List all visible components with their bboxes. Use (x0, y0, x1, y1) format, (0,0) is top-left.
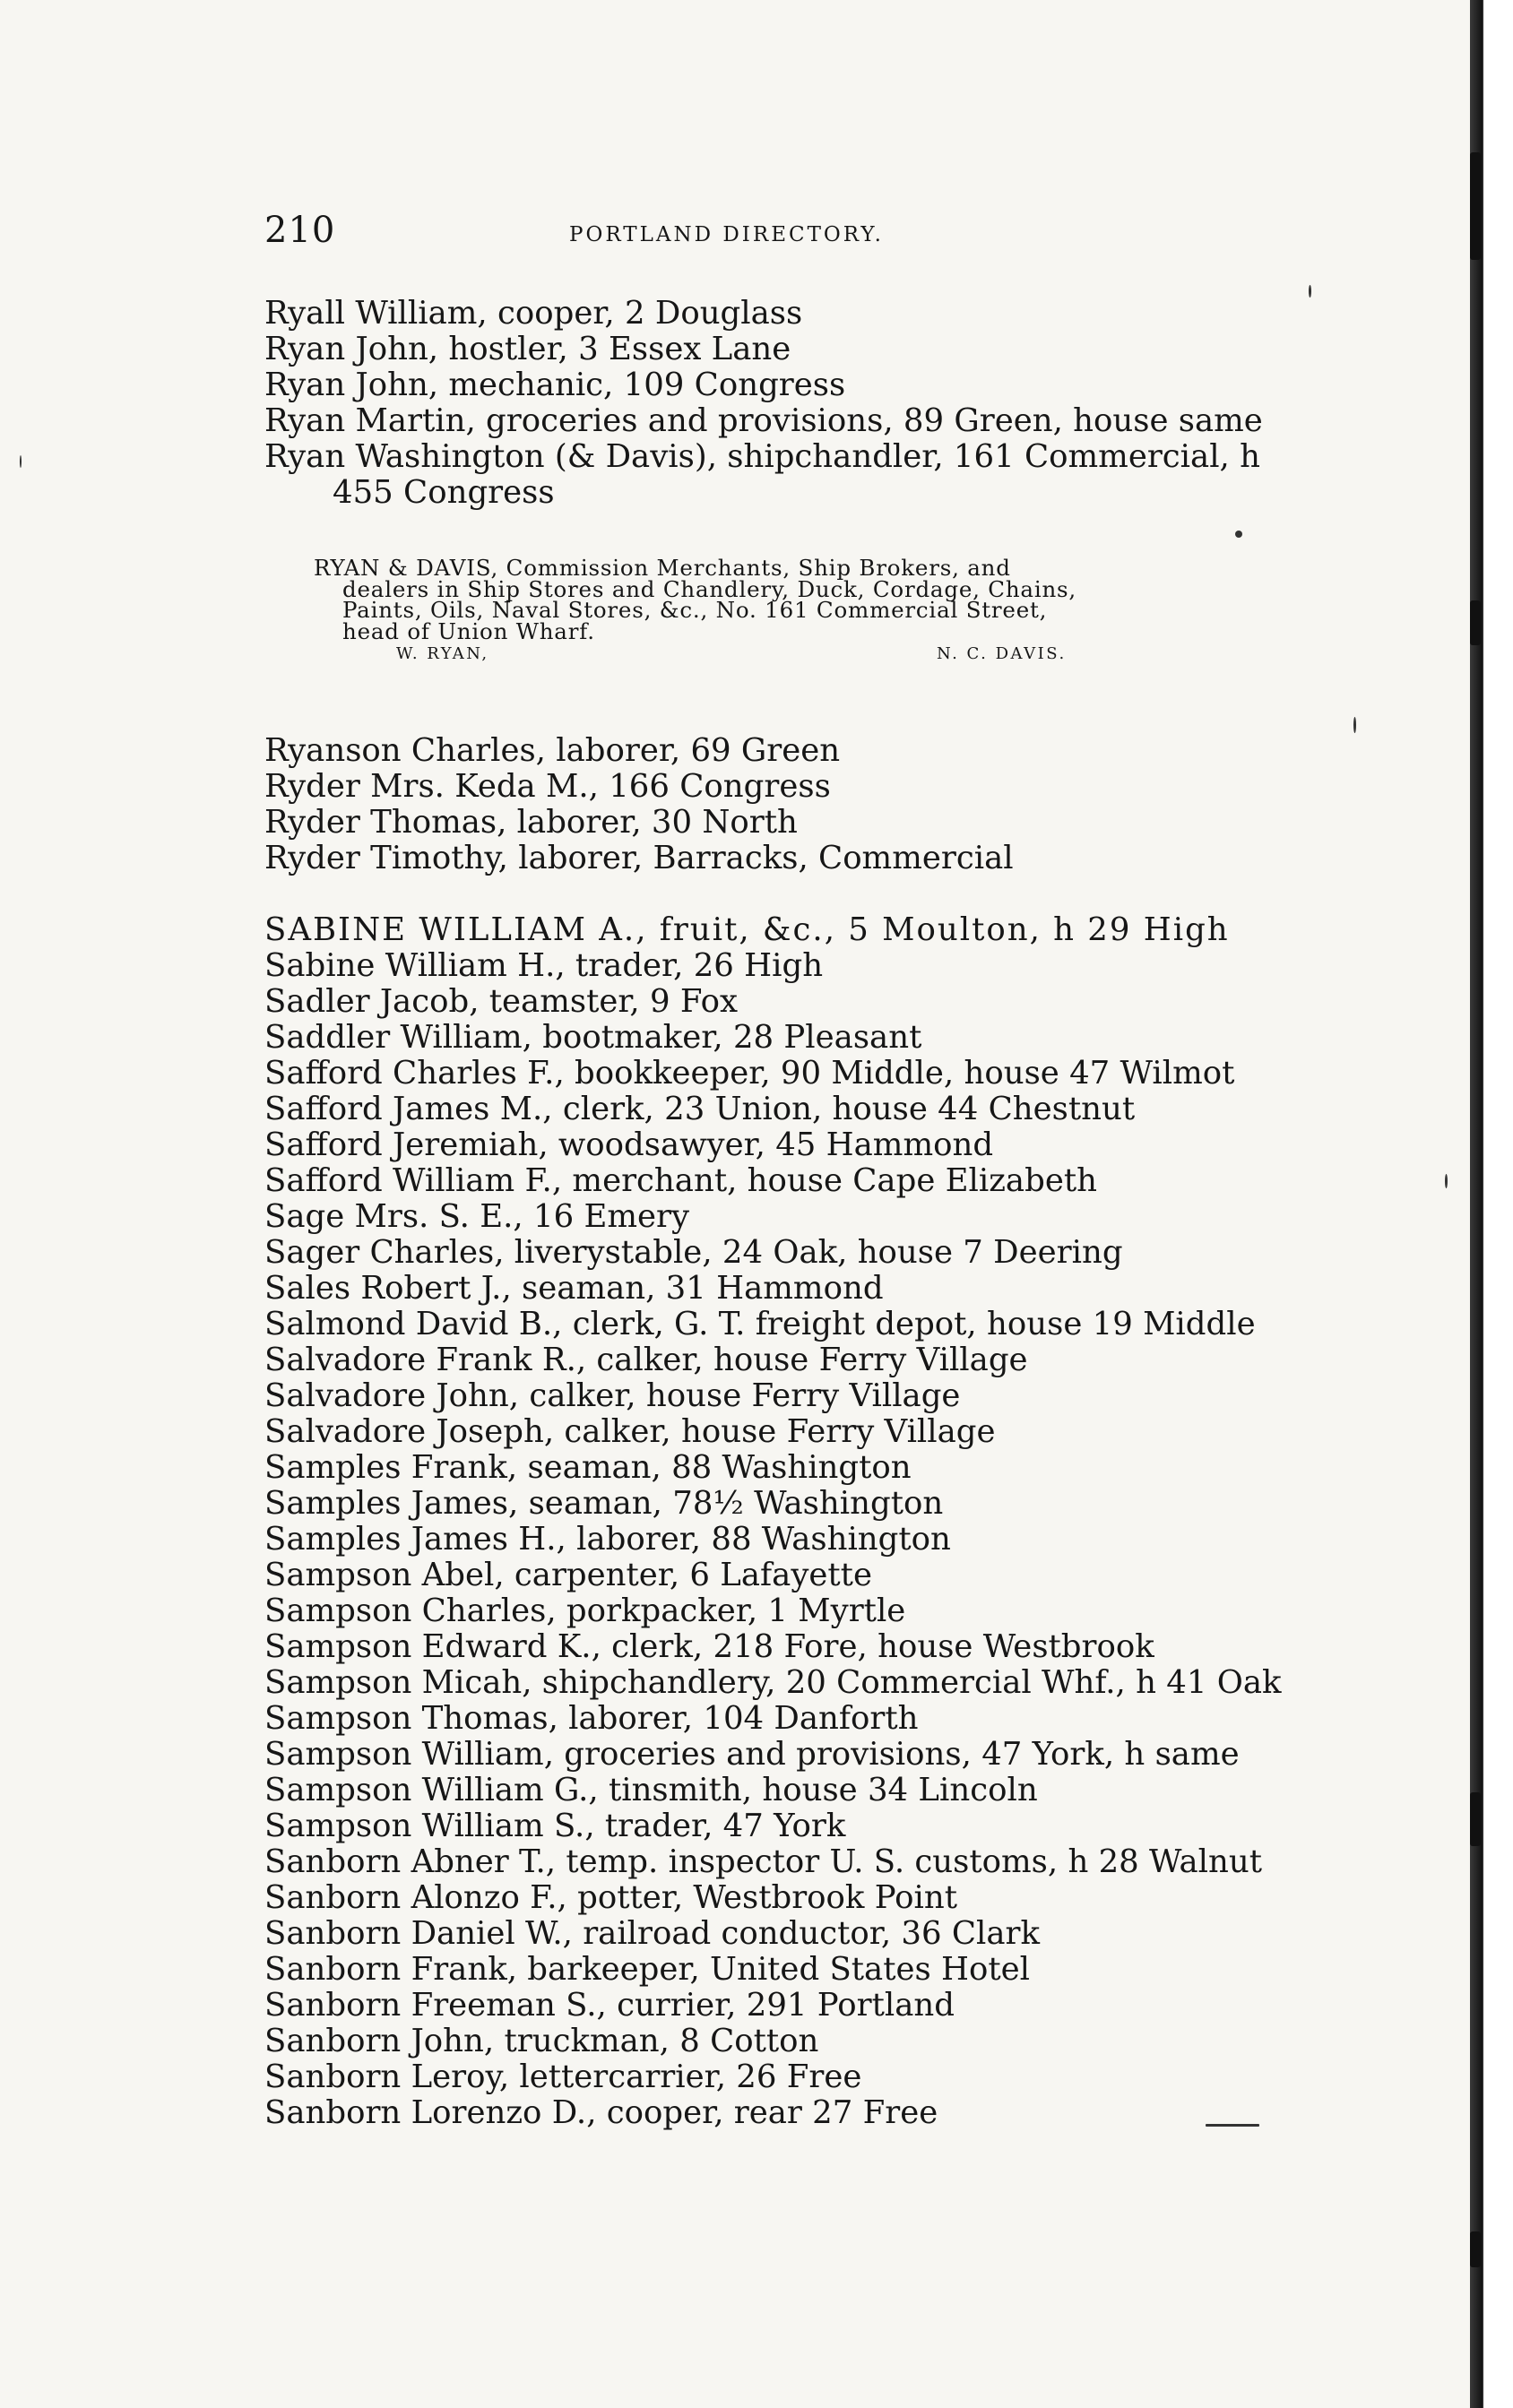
list-item: SABINE WILLIAM A., fruit, &c., 5 Moulton, h 29 High (264, 911, 1230, 948)
list-item: Sadler Jacob, teamster, 9 Fox (264, 983, 738, 1020)
list-item: Samples James, seaman, 78½ Washington (264, 1485, 944, 1522)
list-item: Ryan Martin, groceries and provisions, 89 Green, house same (264, 402, 1263, 439)
list-item: Sanborn John, truckman, 8 Cotton (264, 2023, 819, 2059)
signature-right: N. C. DAVIS. (937, 644, 1067, 663)
list-item: Ryanson Charles, laborer, 69 Green (264, 732, 841, 769)
list-item: Sanborn Daniel W., railroad conductor, 36 Clark (264, 1915, 1041, 1952)
list-item: Salvadore John, calker, house Ferry Village (264, 1377, 961, 1414)
list-item: Sampson William, groceries and provisions, 47 York, h same (264, 1736, 1240, 1773)
running-head: PORTLAND DIRECTORY. (569, 223, 884, 246)
list-item: Samples Frank, seaman, 88 Washington (264, 1449, 912, 1486)
advertisement-line: Paints, Oils, Naval Stores, &c., No. 161 Commercial Street, (342, 597, 1048, 623)
list-item: Ryan John, hostler, 3 Essex Lane (264, 331, 791, 367)
list-item: Sampson Micah, shipchandlery, 20 Commercial Whf., h 41 Oak (264, 1664, 1282, 1701)
list-item: Sampson William G., tinsmith, house 34 Lincoln (264, 1772, 1038, 1808)
list-item: Sanborn Abner T., temp. inspector U. S. customs, h 28 Walnut (264, 1843, 1262, 1880)
list-item: Sampson Thomas, laborer, 104 Danforth (264, 1700, 919, 1737)
list-item: Sampson Charles, porkpacker, 1 Myrtle (264, 1592, 906, 1629)
advertisement-signatures (314, 643, 1188, 667)
entries-middle (264, 733, 1277, 876)
list-item: Sager Charles, liverystable, 24 Oak, house 7 Deering (264, 1234, 1123, 1271)
advertisement-line: dealers in Ship Stores and Chandlery, Duck, Cordage, Chains, (342, 575, 1077, 602)
list-item-continuation: 455 Congress (333, 474, 555, 511)
edge-mark (1470, 1792, 1481, 1846)
page-number: 210 (264, 210, 336, 251)
edge-mark (1470, 600, 1481, 645)
list-item: Sanborn Alonzo F., potter, Westbrook Point (264, 1879, 958, 1916)
list-item: Ryan John, mechanic, 109 Congress (264, 367, 846, 403)
list-item: Salvadore Joseph, calker, house Ferry Village (264, 1413, 996, 1450)
list-item: Sampson William S., trader, 47 York (264, 1808, 846, 1844)
edge-mark (1470, 2231, 1481, 2267)
list-item: Salmond David B., clerk, G. T. freight depot, house 19 Middle (264, 1306, 1256, 1342)
list-item: Safford James M., clerk, 23 Union, house 44 Chestnut (264, 1091, 1136, 1127)
list-item: Sales Robert J., seaman, 31 Hammond (264, 1270, 884, 1307)
list-item: Sanborn Leroy, lettercarrier, 26 Free (264, 2058, 862, 2095)
list-item: Ryder Thomas, laborer, 30 North (264, 804, 798, 841)
page-edge (1470, 0, 1513, 2408)
list-item: Saddler William, bootmaker, 28 Pleasant (264, 1019, 922, 1056)
list-item: Salvadore Frank R., calker, house Ferry Village (264, 1342, 1028, 1378)
list-item: Safford Charles F., bookkeeper, 90 Middle, house 47 Wilmot (264, 1055, 1235, 1092)
list-item: Ryder Mrs. Keda M., 166 Congress (264, 768, 831, 805)
list-item: Ryall William, cooper, 2 Douglass (264, 295, 803, 332)
edge-mark (1470, 152, 1481, 260)
list-item: Safford William F., merchant, house Cape Elizabeth (264, 1162, 1097, 1199)
list-item: Sage Mrs. S. E., 16 Emery (264, 1198, 690, 1235)
list-item: Ryan Washington (& Davis), shipchandler, 161 Commercial, h (264, 438, 1260, 475)
list-item: Sanborn Frank, barkeeper, United States Hotel (264, 1951, 1030, 1988)
list-item: Samples James H., laborer, 88 Washington (264, 1521, 951, 1558)
list-item: Sabine William H., trader, 26 High (264, 947, 824, 984)
advertisement-line: RYAN & DAVIS, Commission Merchants, Ship Brokers, and (314, 555, 1011, 581)
list-item: Sampson Edward K., clerk, 218 Fore, house Westbrook (264, 1628, 1154, 1665)
list-item: Sampson Abel, carpenter, 6 Lafayette (264, 1557, 872, 1593)
page-header (264, 208, 1237, 253)
advertisement-line: head of Union Wharf. (342, 617, 595, 644)
signature-left: W. RYAN, (396, 644, 489, 663)
list-item: Sanborn Lorenzo D., cooper, rear 27 Free (264, 2094, 938, 2131)
advertisement (314, 557, 1188, 667)
list-item: Ryder Timothy, laborer, Barracks, Commercial (264, 840, 1014, 876)
entries-top (264, 296, 1277, 511)
list-item: Safford Jeremiah, woodsawyer, 45 Hammond (264, 1126, 994, 1163)
entries-bottom (264, 911, 1282, 2131)
list-item: Sanborn Freeman S., currier, 291 Portland (264, 1987, 955, 2024)
